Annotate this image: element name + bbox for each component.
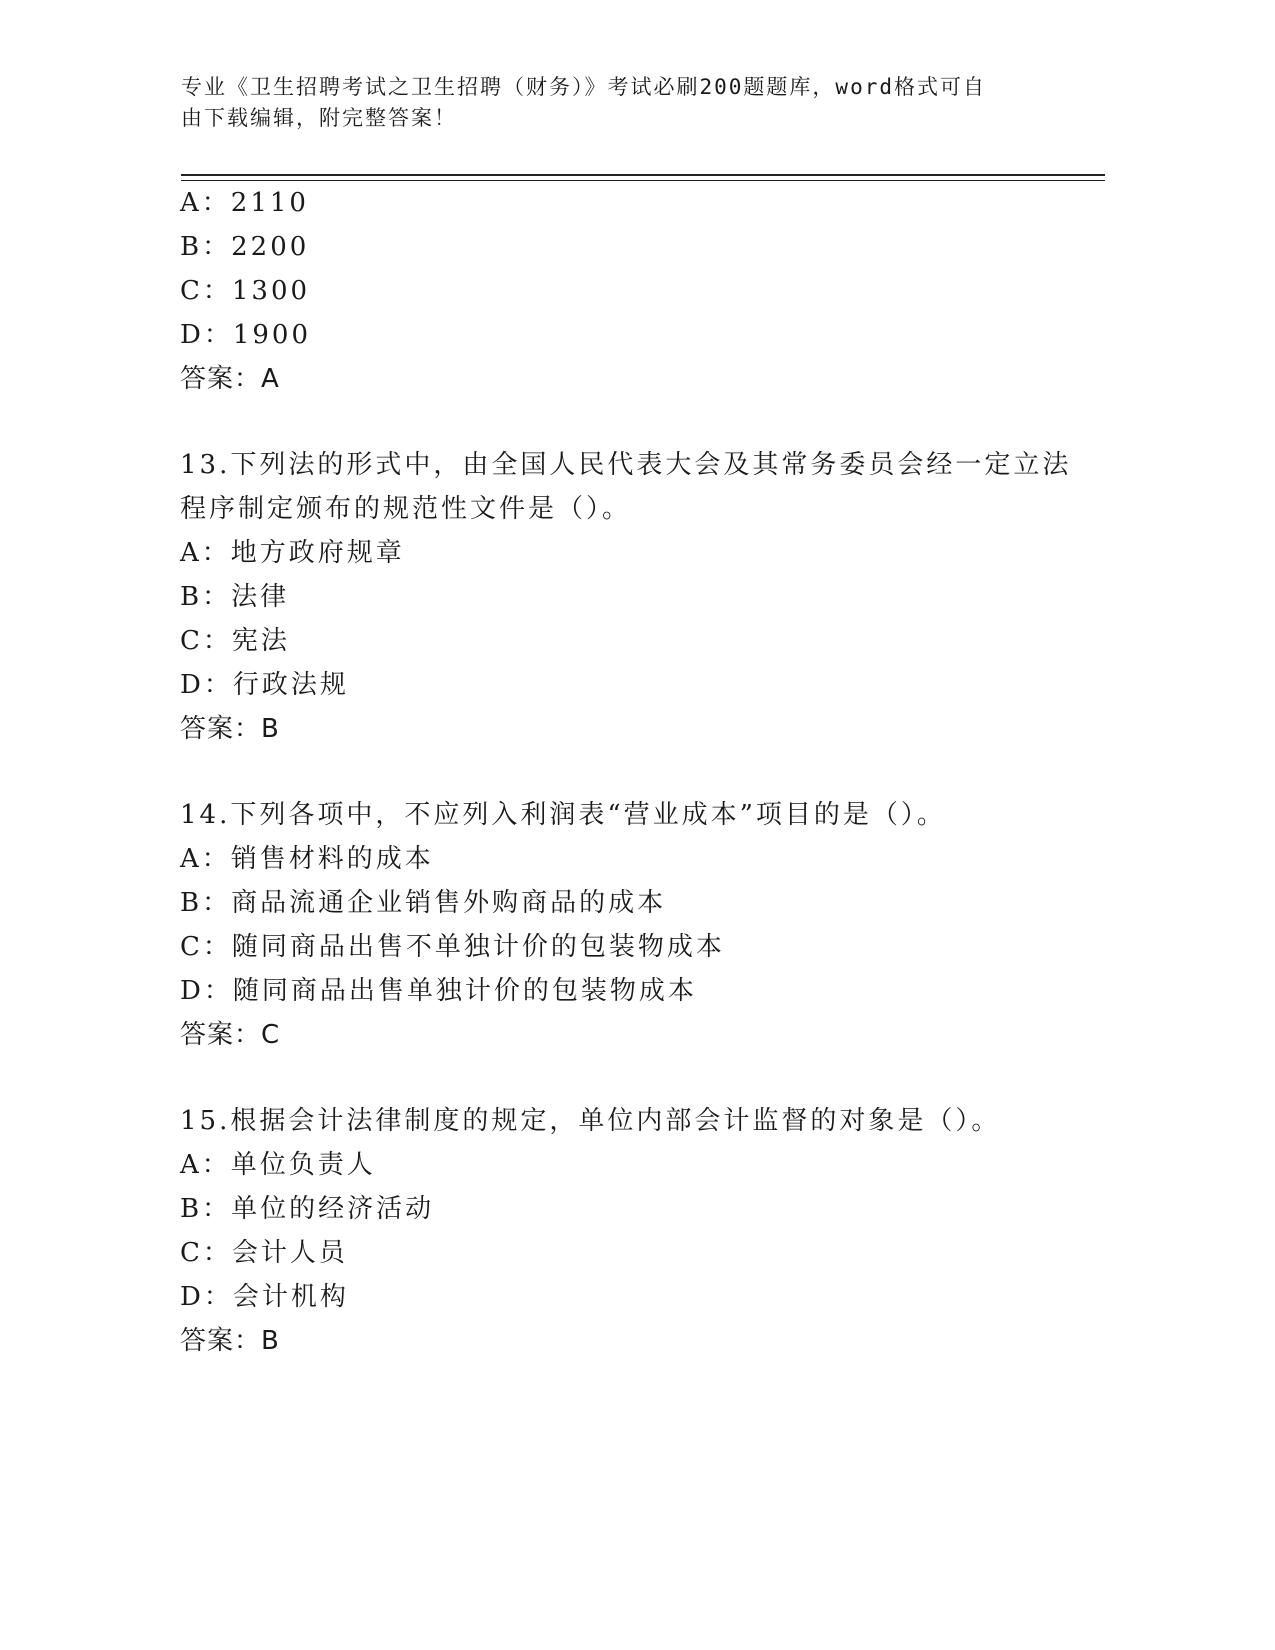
option-c: C：1300 <box>180 276 311 306</box>
option-d: D：会计机构 <box>180 1282 349 1312</box>
option-b: B：2200 <box>180 232 310 262</box>
option-c: C：会计人员 <box>180 1238 348 1268</box>
question-stem-line-1: 15.根据会计法律制度的规定，单位内部会计监督的对象是（）。 <box>180 1106 1001 1136</box>
option-b: B：法律 <box>180 582 290 612</box>
question-13 <box>180 443 1080 751</box>
option-b: B：单位的经济活动 <box>180 1194 435 1224</box>
question-15 <box>180 1099 1080 1363</box>
question-14 <box>180 793 1080 1057</box>
option-c: C：宪法 <box>180 626 290 656</box>
header-line-1: 专业《卫生招聘考试之卫生招聘（财务）》考试必刷200题题库，word格式可自 <box>181 75 986 99</box>
option-b: B：商品流通企业销售外购商品的成本 <box>180 888 667 918</box>
question-list <box>180 181 1080 1363</box>
question-stem-line-1: 14.下列各项中，不应列入利润表“营业成本”项目的是（）。 <box>180 800 946 830</box>
header-rule-thick <box>181 174 1105 176</box>
option-d: D：行政法规 <box>180 670 349 700</box>
answer: 答案：B <box>180 714 280 744</box>
option-a: A：2110 <box>180 188 309 218</box>
option-a: A：销售材料的成本 <box>180 844 434 874</box>
question-12 <box>180 181 1080 401</box>
answer: 答案：B <box>180 1326 280 1356</box>
document-header <box>181 72 1041 134</box>
answer: 答案：A <box>180 364 280 394</box>
option-d: D：1900 <box>180 320 312 350</box>
question-stem-line-1: 13.下列法的形式中，由全国人民代表大会及其常务委员会经一定立法 <box>180 450 1072 480</box>
option-a: A：单位负责人 <box>180 1150 376 1180</box>
option-a: A：地方政府规章 <box>180 538 405 568</box>
header-line-2: 由下载编辑，附完整答案！ <box>181 106 457 130</box>
option-d: D：随同商品出售单独计价的包装物成本 <box>180 976 697 1006</box>
question-stem-line-2: 程序制定颁布的规范性文件是（）。 <box>180 494 632 524</box>
answer: 答案：C <box>180 1020 281 1050</box>
option-c: C：随同商品出售不单独计价的包装物成本 <box>180 932 725 962</box>
